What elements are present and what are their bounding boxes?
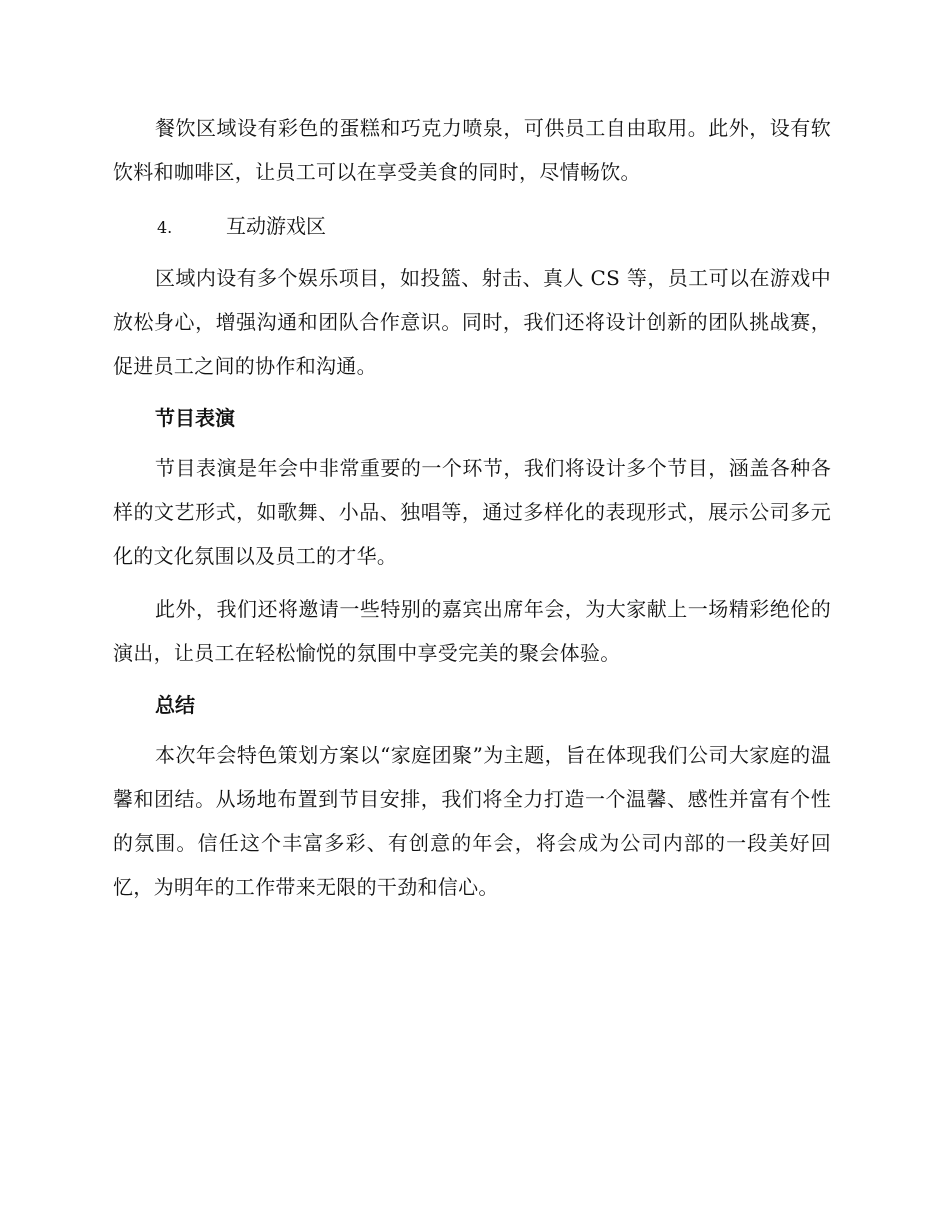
section-heading-summary: 总结 [155, 693, 195, 717]
section-heading-performance: 节目表演 [155, 406, 235, 430]
list-item-interactive-games [113, 204, 831, 250]
paragraph-guests: 此外，我们还将邀请一些特别的嘉宾出席年会，为大家献上一场精彩绝伦的演出，让员工在轻松愉悦的氛围中享受完美的聚会体验。 [113, 597, 831, 665]
document-body [113, 106, 831, 909]
paragraph-games: 区域内设有多个娱乐项目，如投篮、射击、真人 CS 等，员工可以在游戏中放松身心，增强沟通和团队合作意识。同时，我们还将设计创新的团队挑战赛，促进员工之间的协作和沟通。 [113, 266, 831, 378]
paragraph-summary: 本次年会特色策划方案以“家庭团聚”为主题，旨在体现我们公司大家庭的温馨和团结。从场地布置到节目安排，我们将全力打造一个温馨、感性并富有个性的氛围。信任这个丰富多彩、有创意的年会，将会成为公司内部的一段美好回忆，为明年的工作带来无限的干劲和信心。 [113, 743, 831, 899]
paragraph-performance: 节目表演是年会中非常重要的一个环节，我们将设计多个节目，涵盖各种各样的文艺形式，如歌舞、小品、独唱等，通过多样化的表现形式，展示公司多元化的文化氛围以及员工的才华。 [113, 456, 831, 568]
list-item-number: 4. [157, 218, 173, 237]
paragraph-catering: 餐饮区域设有彩色的蛋糕和巧克力喷泉，可供员工自由取用。此外，设有软饮料和咖啡区，让员工可以在享受美食的同时，尽情畅饮。 [113, 116, 831, 184]
list-item-label: 互动游戏区 [226, 214, 326, 238]
